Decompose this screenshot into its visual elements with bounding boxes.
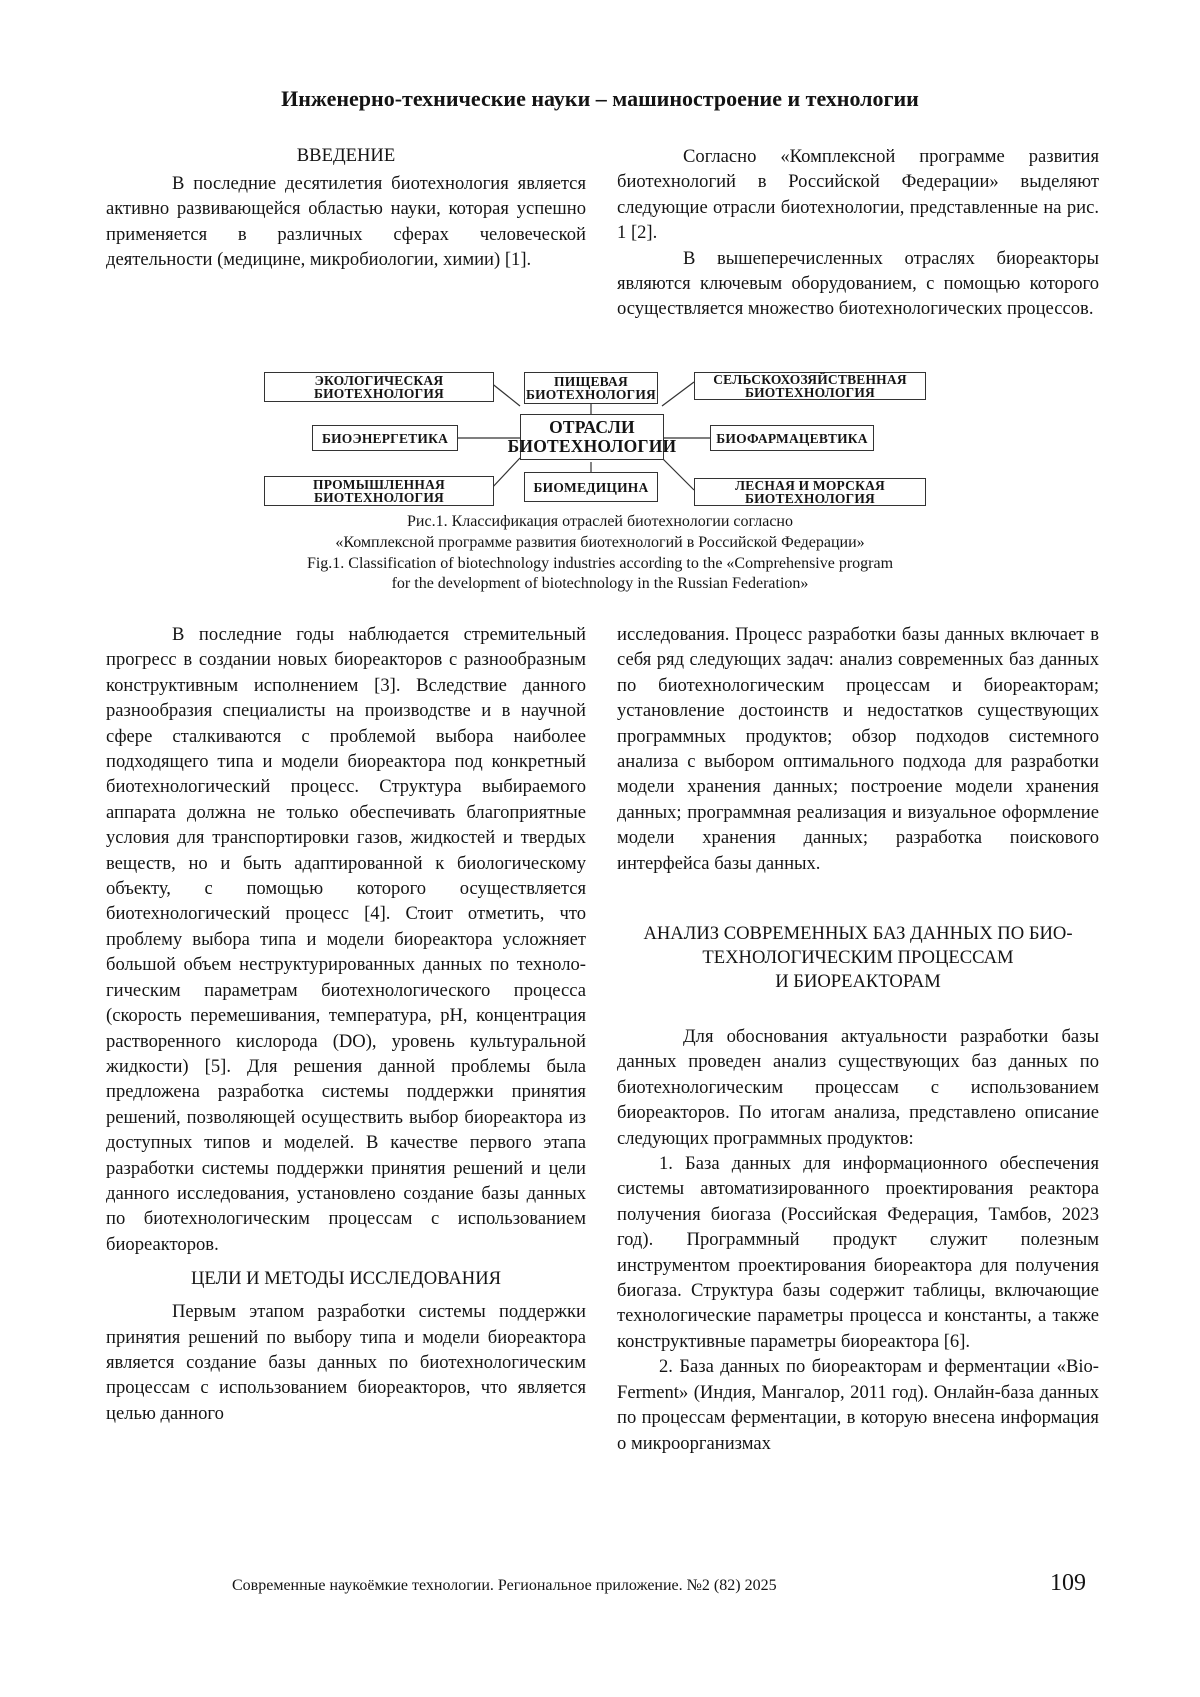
caption-en-line-2: for the development of biotechnology in the Russian Federation» [391, 575, 809, 593]
column-bottom-right [617, 622, 1099, 1454]
section-title-line: АНАЛИЗ СОВРЕМЕННЫХ БАЗ ДАННЫХ ПО БИО- [643, 923, 1073, 944]
caption-en-line-1: Fig.1. Classification of biotechnology industries according to the «Comprehensive program [306, 554, 894, 572]
paragraph-intro-1: В последние десятилетия биотехнология является активно развивающейся областью науки, которая успешно применяется в различных сферах человеческой деятельности (медицине, микробиологии, химии) [1]. [106, 173, 586, 271]
box-line: БИОТЕХНОЛОГИЯ [525, 387, 656, 402]
caption-ru-line-2: «Комплексной программе развития биотехнологий в Российской Федерации» [335, 533, 865, 551]
paragraph-intro-2: Согласно «Комплексной программе развития биотехнологий в Российской Федерации» выделяют следующие отрасли биотехнологии, представленные на рис. 1 [2]. [617, 146, 1099, 244]
section-title-goals: ЦЕЛИ И МЕТОДЫ ИССЛЕДОВАНИЯ [190, 1268, 502, 1290]
figure-caption [0, 512, 1200, 595]
box-biopharma [710, 425, 874, 451]
box-line: БИОТЕХНОЛОГИЯ [744, 491, 875, 506]
connector-industrial [490, 458, 520, 490]
column-top-left [106, 144, 586, 273]
box-industrial-biotech [264, 476, 494, 506]
box-label: БИОМЕДИЦИНА [533, 479, 649, 495]
box-label: БИОФАРМАЦЕВТИКА [716, 430, 868, 446]
caption-ru-line-1: Рис.1. Классификация отраслей биотехнологии согласно [407, 513, 793, 530]
section-title-line: ТЕХНОЛОГИЧЕСКИМ ПРОЦЕССАМ [702, 947, 1014, 968]
connector-forest-marine [662, 458, 694, 490]
section-title-analysis [617, 922, 1099, 994]
box-food-biotech [524, 372, 658, 404]
box-line: ПРОМЫШЛЕННАЯ [313, 477, 445, 492]
connector-ecological [490, 382, 520, 406]
box-agricultural-biotech [694, 372, 926, 400]
box-line: ПИЩЕВАЯ [554, 374, 628, 389]
connector-agricultural [662, 382, 694, 406]
box-line: БИОТЕХНОЛОГИИ [507, 436, 677, 456]
list-item-1: 1. База данных для информационного обеспечения системы автоматизированного проектирования реактора получения биогаза (Российская Федерация, Тамбов, 2023 год). Программный продукт служит полезным инструментом проектирования биореактора для получения биогаза. Структура базы содержит таблицы, включающие технологические параметры процесса и константы, а также конструктивные параметры биореактора [6]. [617, 1153, 1099, 1352]
box-bioenergy [312, 425, 458, 451]
journal-title: Современные наукоёмкие технологии. Региональное приложение. №2 (82) 2025 [232, 1577, 777, 1594]
paragraph-goals: Первым этапом разработки системы поддержки принятия решений по выбору типа и модели биореактора является создание базы данных по биотехнологическим процессам с использованием биореакторов, что является целью данного [106, 1301, 586, 1424]
box-forest-marine-biotech [694, 478, 926, 506]
section-title-introduction: ВВЕДЕНИЕ [296, 145, 396, 166]
box-line: БИОТЕХНОЛОГИЯ [313, 386, 444, 401]
paragraph-analysis: Для обоснования актуальности разработки базы данных проведен анализ существующих баз данных по биотехнологическим процессам с использованием биореакторов. По итогам анализа, представлено описание следующих программных продуктов: [617, 1026, 1099, 1149]
analysis-block [617, 1024, 1099, 1456]
section-title-line: И БИОРЕАКТОРАМ [775, 971, 941, 992]
box-line: БИОТЕХНОЛОГИЯ [313, 490, 444, 505]
box-line: БИОТЕХНОЛОГИЯ [744, 385, 875, 400]
list-item-2: 2. База данных по биореакторам и ферментации «Bio-Ferment» (Индия, Мангалор, 2011 год). Онлайн-база данных по процессам ферментации, в которую внесена информация о микроорганизмах [617, 1356, 1099, 1454]
box-label: БИОЭНЕРГЕТИКА [321, 430, 449, 446]
paragraph-intro-3: В вышеперечисленных отраслях биореакторы являются ключевым оборудованием, с помощью которого осуществляется множество биотехнологических процессов. [617, 247, 1099, 320]
box-line: ОТРАСЛИ [549, 417, 635, 437]
figure-biotech-branches [262, 370, 942, 510]
box-line: ЛЕСНАЯ И МОРСКАЯ [735, 478, 885, 493]
page-header: Инженерно-технические науки – машиностроение и технологии [281, 86, 919, 111]
column-top-right [617, 144, 1099, 322]
box-line: ЭКОЛОГИЧЕСКАЯ [314, 373, 444, 388]
box-biomedicine [524, 472, 658, 502]
paragraph-goals-continued: исследования. Процесс разработки базы данных включает в себя ряд следующих задач: анализ современных баз данных по биотехнологическим процессам и биореакторам; установление достоинств и недостатков существующих программных продуктов; обзор подходов системного анализа с выбором оптимального подхода для разработки модели хранения данных; построение модели хранения данных; программная реализация и визуальное оформление модели хранения данных; разработка поискового интерфейса базы данных. [617, 624, 1099, 874]
box-biotech-branches-center [507, 414, 677, 460]
column-bottom-left [106, 622, 586, 1426]
paragraph-progress: В последние годы наблюдается стремительный прогресс в создании новых биореакторов с разнообразным конструктивным исполнением [3]. Вследствие данного разнообразия специалисты на производстве и в научной сфере сталкиваются с проблемой выбора наиболее подходящего типа и модели биореактора под конкретный биотехнологический процесс. Структура выбираемого аппарата должна не только обеспечивать благоприятные условия для транспортировки газов, жидкостей и твердых веществ, но и быть адаптированной к биологическому объекту, с помощью которого осуществляется биотехнологический процесс [4]. Стоит отметить, что проблему выбора типа и модели биореактора усложняет большой объем неструктурированных данных по технологическим параметрам биотехнологического процесса (скорость перемешивания, температура, pH, концентрация растворенного кислорода (DO), уровень культуральной жидкости) [5]. Для решения данной проблемы была предложена разработка системы поддержки принятия решений, позволяющей осуществить выбор биореактора из доступных типов и моделей. В качестве первого этапа разработки системы поддержки принятия решений и цели данного исследования, установлено создание базы данных по биотехнологическим процессам с использованием биореакторов. [106, 624, 586, 1255]
page-number: 109 [1050, 1570, 1086, 1596]
box-ecological-biotech [264, 372, 494, 402]
box-line: СЕЛЬСКОХОЗЯЙСТВЕННАЯ [713, 372, 907, 387]
